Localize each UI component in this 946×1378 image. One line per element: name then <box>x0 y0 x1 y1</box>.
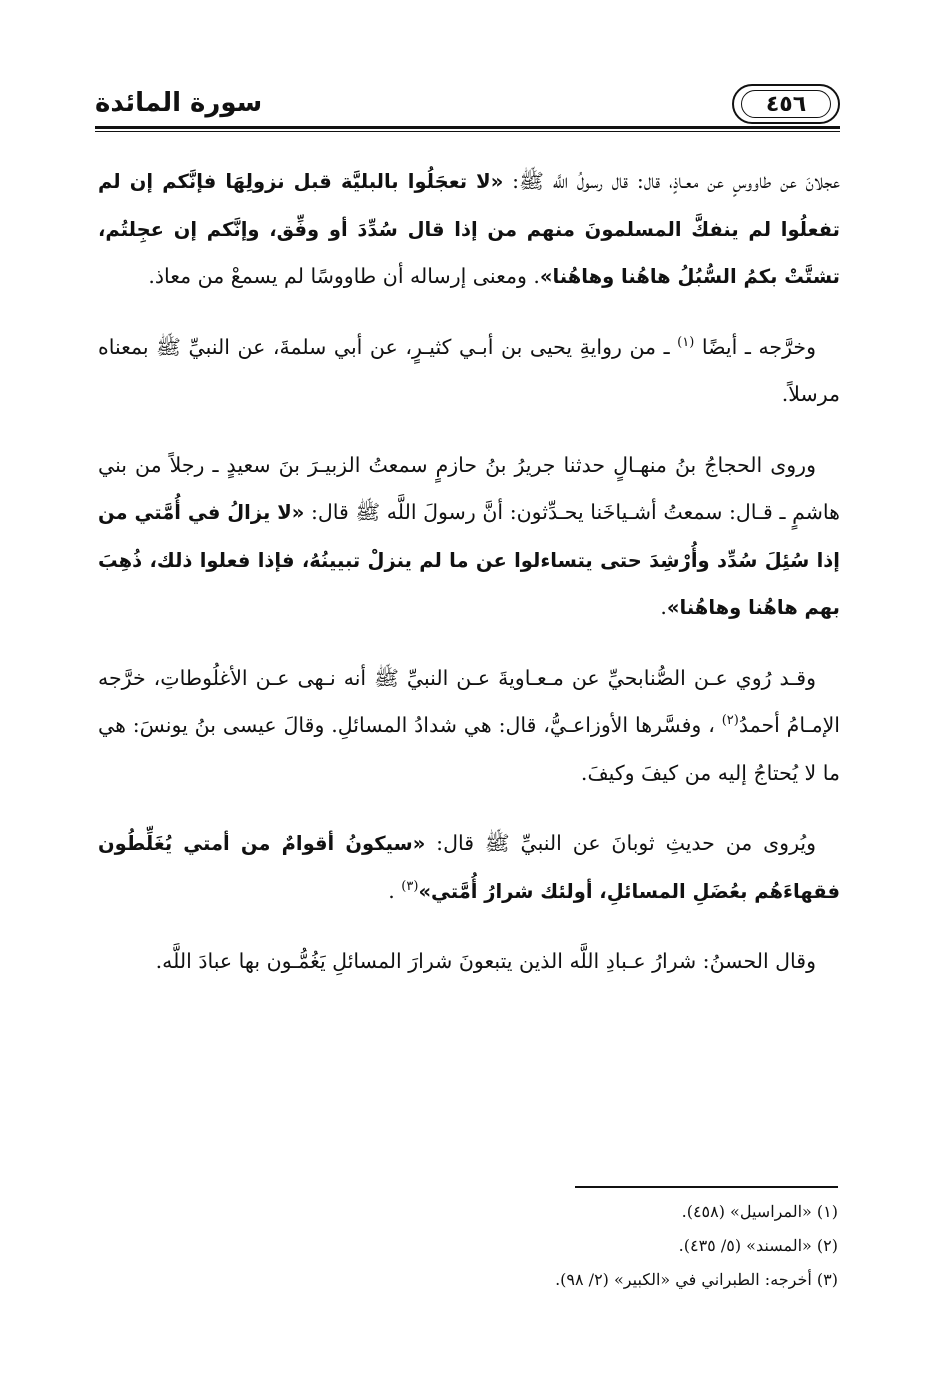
footnote-ref-1: (١) <box>677 334 695 350</box>
paragraph-6-text: وقال الحسنُ: شرارُ عـبادِ اللَّه الذين يتبعونَ شرارَ المسائلِ يَغُمُّـون بها عبادَ اللَّه. <box>155 949 816 973</box>
footnote-ref-2: (٢) <box>721 713 739 729</box>
header-rule-thin <box>95 131 840 132</box>
hadith-quote-2: «لا يزالُ في أُمَّتي من إذا سُئِلَ سُدِّد وأُرْشِدَ حتى يتساءلوا عن ما لم ينزلْ تبيينُهُ، فإذا فعلوا ذلك، ذُهِبَ بهم هاهُنا وهاهُنا» <box>98 501 840 619</box>
paragraph-3-text: وروى الحجاجُ بنُ منهـالٍ حدثنا جريرُ بنُ حازمٍ سمعتُ الزبيـرَ بنَ سعيدٍ ـ رجلاً من بني هاشمٍ ـ قـال: سمعتُ أشـياخَنا يحـدِّثون: أنَّ رسولَ اللَّه ﷺ قال: <box>98 452 840 524</box>
paragraph-2-tail: ـ من روايةِ يحيى بن أبـي كثيـرٍ، عن أبي سلمةَ، عن النبيِّ ﷺ بمعناه مرسلاً. <box>98 334 840 406</box>
paragraph-1-text: عجلانَ عن طاووسٍ عن معـاذٍ، قال: قال رسولُ اللَّه ﷺ: <box>503 169 840 193</box>
body-text <box>98 158 840 1009</box>
footnotes <box>420 1195 838 1297</box>
footnote-3: (٣) أخرجه: الطبراني في «الكبير» (٢/ ٩٨). <box>555 1270 838 1289</box>
paragraph-3-tail: . <box>660 595 667 619</box>
paragraph-5 <box>98 820 840 915</box>
footnote-ref-3: (٣) <box>401 878 419 894</box>
paragraph-5-text: ويُروى من حديثِ ثوبانَ عن النبيِّ ﷺ قال: <box>425 831 816 855</box>
footnote-1: (١) «المراسيل» (٤٥٨). <box>681 1202 838 1221</box>
paragraph-1-tail: . ومعنى إرساله أن طاووسًا لم يسمعْ من معاذ. <box>148 264 540 288</box>
paragraph-4-tail: ، وفسَّرها الأوزاعـيُّ، قال: هي شدادُ المسائلِ. وقالَ عيسى بنُ يونسَ: هي ما لا يُحتاجُ إليه من كيفَ وكيفَ. <box>98 713 840 785</box>
paragraph-3 <box>98 442 840 632</box>
page-number-badge <box>732 84 840 124</box>
footnote-separator <box>575 1186 838 1188</box>
paragraph-1 <box>98 158 840 301</box>
paragraph-2 <box>98 324 840 419</box>
paragraph-6 <box>98 938 840 986</box>
paragraph-4-text: وقـد رُوي عـن الصُّنابحيِّ عن مـعـاويةَ عـن النبيِّ ﷺ أنه نـهى عـن الأغلُوطاتِ، خرَّجه الإمـامُ أحمدُ <box>98 665 840 737</box>
page-number: ٤٥٦ <box>741 90 831 118</box>
paragraph-2-text: وخرَّجه ـ أيضًا <box>694 334 816 359</box>
header-rule <box>95 126 840 129</box>
page-header <box>95 78 840 134</box>
hadith-quote-3: «سيكونُ أقوامٌ من أمتي يُغَلِّطُون فقهاءَهُم بعُضَلِ المسائلِ، أولئك شرارُ أُمَّتي» <box>98 832 840 903</box>
paragraph-5-tail: . <box>388 878 402 903</box>
footnote-2: (٢) «المسند» (٥/ ٤٣٥). <box>678 1236 838 1255</box>
paragraph-4 <box>98 655 840 798</box>
sura-title: سورة المائدة <box>95 88 263 118</box>
hadith-quote-1: «لا تعجَلُوا بالبليَّة قبل نزولِهَا فإنَّكم إن لم تفعلُوا لم ينفكَّ المسلمونَ منهم من إذا قال سُدِّدَ أو وفِّق، وإنَّكم إن عجِلتُم، تشتَّتْ بكمُ السُّبُلُ هاهُنا وهاهُنا» <box>98 170 840 288</box>
